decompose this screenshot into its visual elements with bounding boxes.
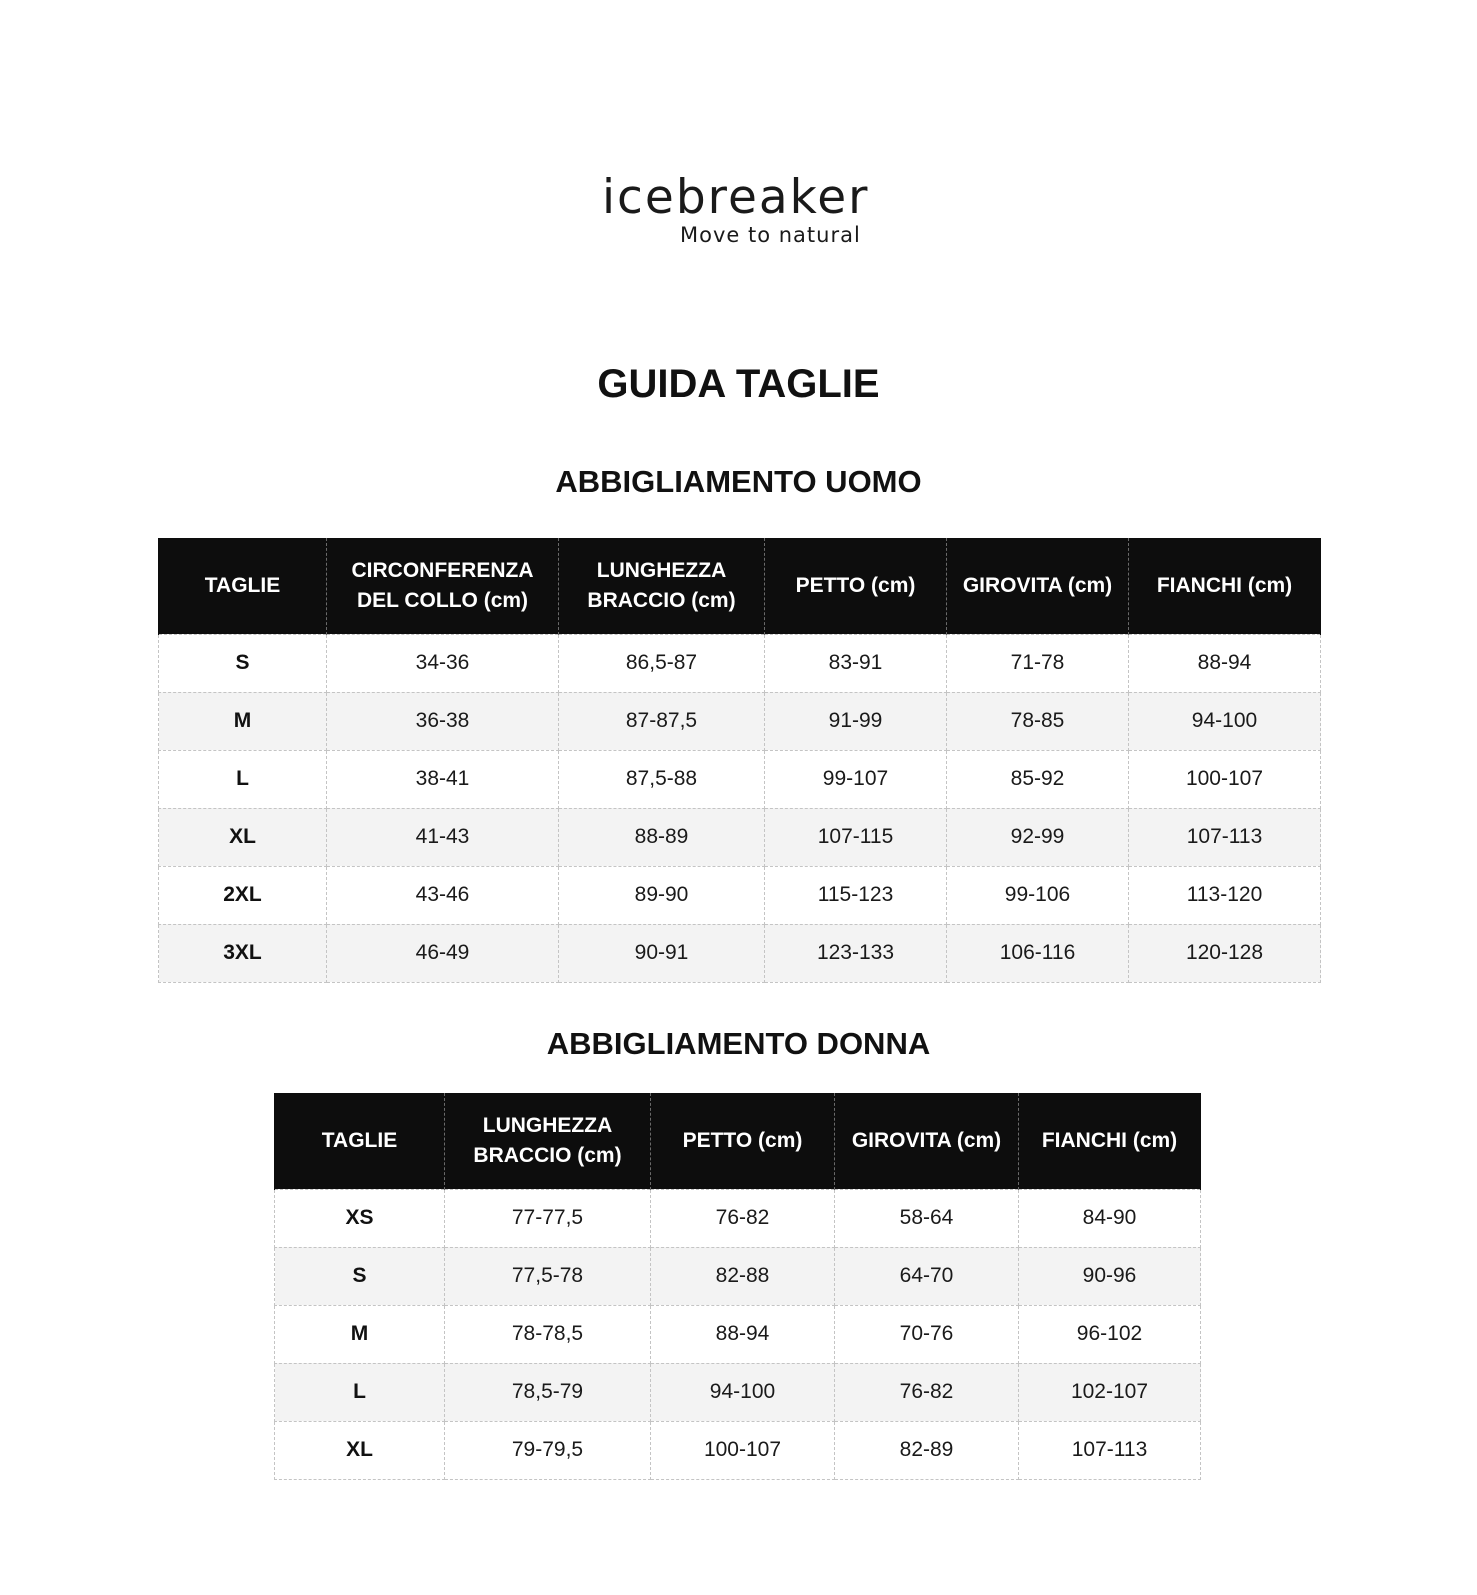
table-row bbox=[275, 1363, 1201, 1421]
value-cell: 76-82 bbox=[651, 1189, 835, 1247]
table-row bbox=[159, 634, 1321, 692]
value-cell: 107-115 bbox=[765, 808, 947, 866]
header-cell: TAGLIE bbox=[275, 1093, 445, 1189]
header-cell: TAGLIE bbox=[159, 538, 327, 634]
size-cell: M bbox=[275, 1305, 445, 1363]
men-size-table bbox=[158, 538, 1321, 983]
value-cell: 107-113 bbox=[1129, 808, 1321, 866]
value-cell: 43-46 bbox=[327, 866, 559, 924]
size-cell: XS bbox=[275, 1189, 445, 1247]
value-cell: 88-89 bbox=[559, 808, 765, 866]
value-cell: 41-43 bbox=[327, 808, 559, 866]
header-cell: FIANCHI (cm) bbox=[1129, 538, 1321, 634]
value-cell: 83-91 bbox=[765, 634, 947, 692]
header-cell: LUNGHEZZA BRACCIO (cm) bbox=[445, 1093, 651, 1189]
size-cell: XL bbox=[275, 1421, 445, 1479]
value-cell: 102-107 bbox=[1019, 1363, 1201, 1421]
value-cell: 90-91 bbox=[559, 924, 765, 982]
value-cell: 70-76 bbox=[835, 1305, 1019, 1363]
value-cell: 115-123 bbox=[765, 866, 947, 924]
size-cell: M bbox=[159, 692, 327, 750]
table-row bbox=[159, 750, 1321, 808]
women-section-title: ABBIGLIAMENTO DONNA bbox=[546, 1026, 931, 1061]
size-cell: 2XL bbox=[159, 866, 327, 924]
value-cell: 79-79,5 bbox=[445, 1421, 651, 1479]
value-cell: 113-120 bbox=[1129, 866, 1321, 924]
table-row bbox=[275, 1189, 1201, 1247]
value-cell: 76-82 bbox=[835, 1363, 1019, 1421]
value-cell: 92-99 bbox=[947, 808, 1129, 866]
size-cell: S bbox=[159, 634, 327, 692]
value-cell: 91-99 bbox=[765, 692, 947, 750]
size-cell: L bbox=[275, 1363, 445, 1421]
table-header-row bbox=[275, 1093, 1201, 1189]
value-cell: 107-113 bbox=[1019, 1421, 1201, 1479]
value-cell: 88-94 bbox=[1129, 634, 1321, 692]
value-cell: 64-70 bbox=[835, 1247, 1019, 1305]
logo-wordmark: icebreaker bbox=[602, 170, 870, 225]
value-cell: 123-133 bbox=[765, 924, 947, 982]
table-row bbox=[275, 1421, 1201, 1479]
value-cell: 88-94 bbox=[651, 1305, 835, 1363]
table-header-row bbox=[159, 538, 1321, 634]
header-cell: GIROVITA (cm) bbox=[947, 538, 1129, 634]
header-cell: LUNGHEZZA BRACCIO (cm) bbox=[559, 538, 765, 634]
value-cell: 94-100 bbox=[651, 1363, 835, 1421]
value-cell: 87,5-88 bbox=[559, 750, 765, 808]
brand-logo bbox=[0, 172, 1477, 252]
table-row bbox=[275, 1247, 1201, 1305]
value-cell: 82-89 bbox=[835, 1421, 1019, 1479]
value-cell: 58-64 bbox=[835, 1189, 1019, 1247]
table-row bbox=[159, 924, 1321, 982]
value-cell: 96-102 bbox=[1019, 1305, 1201, 1363]
header-cell: CIRCONFERENZA DEL COLLO (cm) bbox=[327, 538, 559, 634]
size-cell: L bbox=[159, 750, 327, 808]
table-row bbox=[159, 692, 1321, 750]
value-cell: 78-85 bbox=[947, 692, 1129, 750]
value-cell: 86,5-87 bbox=[559, 634, 765, 692]
table-row bbox=[159, 866, 1321, 924]
value-cell: 78,5-79 bbox=[445, 1363, 651, 1421]
value-cell: 94-100 bbox=[1129, 692, 1321, 750]
value-cell: 85-92 bbox=[947, 750, 1129, 808]
value-cell: 106-116 bbox=[947, 924, 1129, 982]
size-cell: XL bbox=[159, 808, 327, 866]
value-cell: 38-41 bbox=[327, 750, 559, 808]
size-cell: S bbox=[275, 1247, 445, 1305]
value-cell: 78-78,5 bbox=[445, 1305, 651, 1363]
header-cell: PETTO (cm) bbox=[765, 538, 947, 634]
header-cell: PETTO (cm) bbox=[651, 1093, 835, 1189]
header-cell: GIROVITA (cm) bbox=[835, 1093, 1019, 1189]
value-cell: 100-107 bbox=[651, 1421, 835, 1479]
value-cell: 46-49 bbox=[327, 924, 559, 982]
value-cell: 77-77,5 bbox=[445, 1189, 651, 1247]
value-cell: 36-38 bbox=[327, 692, 559, 750]
men-section-title: ABBIGLIAMENTO UOMO bbox=[555, 464, 922, 499]
value-cell: 89-90 bbox=[559, 866, 765, 924]
page-title: GUIDA TAGLIE bbox=[597, 362, 880, 406]
value-cell: 82-88 bbox=[651, 1247, 835, 1305]
value-cell: 87-87,5 bbox=[559, 692, 765, 750]
value-cell: 90-96 bbox=[1019, 1247, 1201, 1305]
value-cell: 99-106 bbox=[947, 866, 1129, 924]
header-cell: FIANCHI (cm) bbox=[1019, 1093, 1201, 1189]
table-row bbox=[275, 1305, 1201, 1363]
logo-tagline: Move to natural bbox=[680, 223, 861, 247]
value-cell: 34-36 bbox=[327, 634, 559, 692]
value-cell: 77,5-78 bbox=[445, 1247, 651, 1305]
table-row bbox=[159, 808, 1321, 866]
value-cell: 84-90 bbox=[1019, 1189, 1201, 1247]
size-cell: 3XL bbox=[159, 924, 327, 982]
value-cell: 100-107 bbox=[1129, 750, 1321, 808]
value-cell: 120-128 bbox=[1129, 924, 1321, 982]
value-cell: 71-78 bbox=[947, 634, 1129, 692]
women-size-table bbox=[274, 1093, 1201, 1480]
value-cell: 99-107 bbox=[765, 750, 947, 808]
